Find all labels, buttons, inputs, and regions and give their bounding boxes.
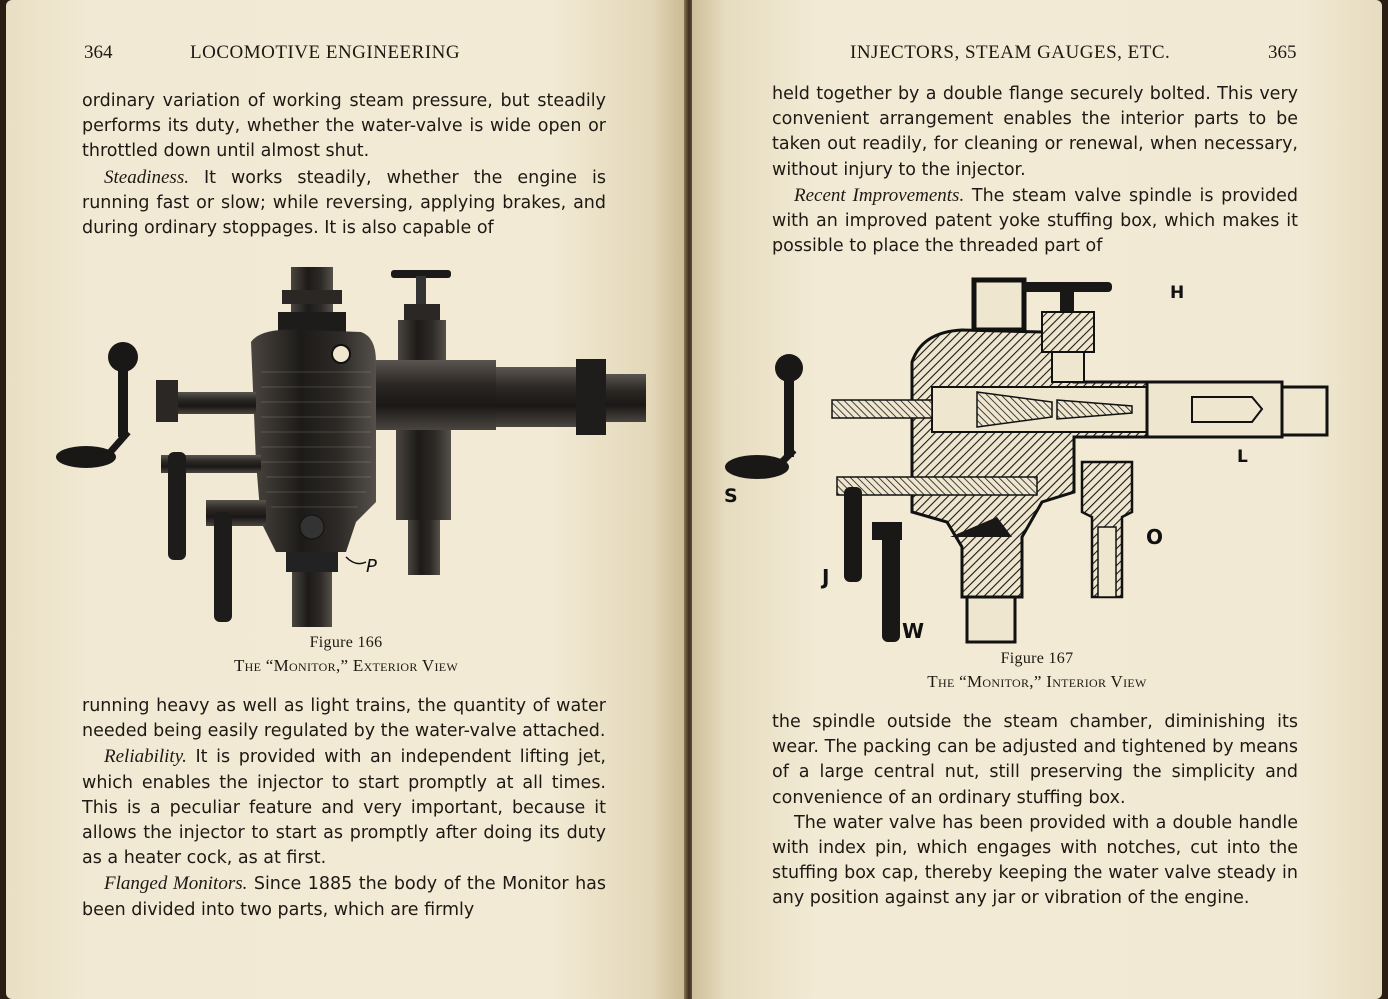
figure-label-w: W: [902, 619, 925, 643]
figure-166-caption: [156, 634, 536, 676]
figure-label-h: H: [1170, 283, 1185, 303]
figure-167-caption: [837, 650, 1237, 692]
paragraph-heading: Reliability.: [104, 746, 187, 768]
paragraph-heading: Flanged Monitors.: [104, 873, 248, 895]
right-bottom-text: [772, 710, 1298, 912]
figure-label-j: J: [822, 565, 830, 589]
figure-label-o: O: [1146, 525, 1164, 549]
paragraph: the spindle outside the steam chamber, diminishing its wear. The packing can be adjusted and tightened by means of a large central nut, still preserving the simplicity and convenience of an ordinary stuffing box.: [772, 712, 1298, 808]
paragraph: running heavy as well as light trains, the quantity of water needed being easily regulated by the water-valve attached.: [82, 696, 606, 742]
page-number: 364: [84, 42, 113, 63]
paragraph-flanged-monitors: [82, 871, 606, 922]
page-number: 365: [1268, 42, 1297, 63]
left-bottom-text: [82, 694, 606, 923]
paragraph-body: It works steadily, whether the engine is running fast or slow; while reversing, applying brakes, and during ordinary stoppages. It is also capable of: [82, 167, 606, 239]
paragraph: ordinary variation of working steam pressure, but steadily performs its duty, whether the water-valve is wide open or throttled down until almost shut.: [82, 91, 606, 162]
figure-title: The “Monitor,” Interior View: [927, 672, 1147, 691]
paragraph-steadiness: [82, 165, 606, 242]
paragraph-body: It is provided with an independent lifting jet, which enables the injector to start promptly at all times. This is a peculiar feature and very important, because it allows the injector to start as promptly after doing its duty as a heater cock, as at first.: [82, 747, 606, 869]
running-head: INJECTORS, STEAM GAUGES, ETC.: [850, 42, 1171, 63]
left-page: [6, 0, 686, 999]
paragraph: The water valve has been provided with a double handle with index pin, which engages with notches, cut into the stuffing box cap, thereby keeping the water valve steady in any position against any jar or vibration of the engine.: [772, 812, 1298, 909]
paragraph-body: The steam valve spindle is provided with an improved patent yoke stuffing box, which makes it possible to place the threaded part of: [772, 185, 1298, 257]
paragraph-heading: Recent Improvements.: [794, 184, 965, 206]
paragraph-recent-improvements: [772, 183, 1298, 260]
figure-label-s: S: [724, 485, 738, 507]
figure-number: Figure 166: [309, 634, 383, 651]
figure-label-l: L: [1237, 447, 1248, 467]
figure-166-exterior-injector: [46, 262, 656, 632]
left-top-text: [82, 89, 606, 241]
figure-number: Figure 167: [1000, 650, 1074, 667]
paragraph: held together by a double flange securely bolted. This very convenient arrangement enables the interior parts to be taken out readily, for cleaning or renewal, when necessary, without injury to the injector.: [772, 84, 1298, 180]
paragraph-heading: Steadiness.: [104, 166, 189, 188]
right-top-text: [772, 82, 1298, 259]
figure-167-interior-injector: [722, 272, 1352, 647]
paragraph-body: Since 1885 the body of the Monitor has been divided into two parts, which are firmly: [82, 874, 607, 920]
running-head: LOCOMOTIVE ENGINEERING: [190, 42, 461, 63]
figure-label-p: P: [366, 556, 377, 577]
figure-title: The “Monitor,” Exterior View: [233, 656, 459, 675]
right-page: [692, 0, 1382, 999]
paragraph-reliability: [82, 744, 606, 871]
